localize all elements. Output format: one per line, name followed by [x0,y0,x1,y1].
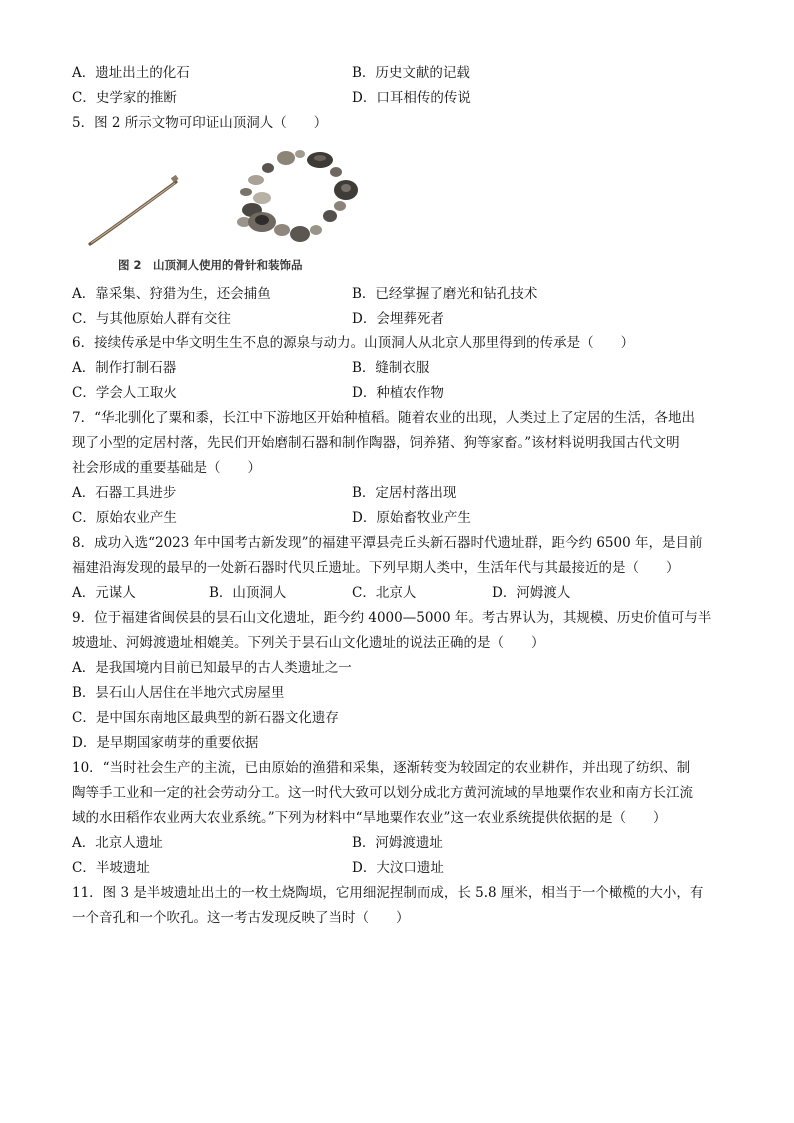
q10-stem-line-2: 陶等手工业和一定的社会劳动分工。这一时代大致可以划分成北方黄河流域的旱地粟作农业和南方长江流 [72,785,693,801]
q7-option-d: D．原始畜牧业产生 [352,510,471,526]
q5-option-c: C．与其他原始人群有交往 [72,311,231,327]
q6-option-d: D．种植农作物 [352,385,444,401]
figure-2-caption: 图 2 山顶洞人使用的骨针和装饰品 [118,258,303,272]
q4-option-b: B．历史文献的记载 [352,65,470,81]
q10-option-b: B．河姆渡遗址 [352,835,443,851]
q10-stem-line-1: 10．“当时社会生产的主流，已由原始的渔猎和采集，逐渐转变为较固定的农业耕作，并出现了纺织、制 [72,760,691,776]
q11-stem-line-1: 11．图 3 是半坡遗址出土的一枚土烧陶埙，它用细泥捏制而成，长 5.8 厘米，相当于一个橄榄的大小，有 [72,885,704,901]
q7-stem-line-1: 7．“华北驯化了粟和黍，长江中下游地区开始种植稻。随着农业的出现，人类过上了定居的生活，各地出 [72,410,695,426]
q6-option-b: B．缝制衣服 [352,360,430,376]
q8-stem-line-1: 8．成功入选“2023 年中国考古新发现”的福建平潭县壳丘头新石器时代遗址群，距今约 6500 年，是目前 [72,535,703,551]
q8-option-b: B．山顶洞人 [209,585,287,601]
q10-option-a: A．北京人遗址 [72,835,163,851]
q9-stem-line-1: 9．位于福建省闽侯县的昙石山文化遗址，距今约 4000—5000 年。考古界认为，其规模、历史价值可与半 [72,610,712,626]
q7-option-c: C．原始农业产生 [72,510,177,526]
q10-option-d: D．大汶口遗址 [352,860,444,876]
q10-stem-line-3: 域的水田稻作农业两大农业系统。”下列为材料中“旱地粟作农业”这一农业系统提供依据的是（ ） [72,810,667,826]
q6-option-c: C．学会人工取火 [72,385,177,401]
ornaments-image [237,150,358,242]
q4-option-a: A．遗址出土的化石 [72,65,190,81]
q7-stem-line-3: 社会形成的重要基础是（ ） [72,460,261,476]
q9-option-b: B．昙石山人居住在半地穴式房屋里 [72,685,285,701]
q5-option-a: A．靠采集、狩猎为生，还会捕鱼 [72,286,271,302]
bone-needle-image [90,175,179,244]
q5-stem: 5．图 2 所示文物可印证山顶洞人（ ） [72,115,328,131]
q8-stem-line-2: 福建沿海发现的最早的一处新石器时代贝丘遗址。下列早期人类中，生活年代与其最接近的是（ ） [72,560,680,576]
q9-option-c: C．是中国东南地区最典型的新石器文化遗存 [72,710,339,726]
q4-option-d: D．口耳相传的传说 [352,90,471,106]
q4-option-c: C．史学家的推断 [72,90,177,106]
q6-option-a: A．制作打制石器 [72,360,177,376]
q9-option-d: D．是早期国家萌芽的重要依据 [72,735,259,751]
q8-option-d: D．河姆渡人 [492,585,571,601]
q10-option-c: C．半坡遗址 [72,860,150,876]
q9-stem-line-2: 坡遗址、河姆渡遗址相媲美。下列关于昙石山文化遗址的说法正确的是（ ） [72,635,545,651]
q5-option-d: D．会埋葬死者 [352,311,444,327]
q8-option-c: C．北京人 [352,585,417,601]
q7-option-a: A．石器工具进步 [72,485,177,501]
q11-stem-line-2: 一个音孔和一个吹孔。这一考古发现反映了当时（ ） [72,910,410,926]
q8-option-a: A．元谋人 [72,585,136,601]
q6-stem: 6．接续传承是中华文明生生不息的源泉与动力。山顶洞人从北京人那里得到的传承是（ ） [72,335,635,351]
q9-option-a: A．是我国境内目前已知最早的古人类遗址之一 [72,660,352,676]
q7-option-b: B．定居村落出现 [352,485,457,501]
q7-stem-line-2: 现了小型的定居村落，先民们开始磨制石器和制作陶器，饲养猪、狗等家畜。”该材料说明我国古代文明 [72,435,680,451]
q5-option-b: B．已经掌握了磨光和钻孔技术 [352,286,538,302]
